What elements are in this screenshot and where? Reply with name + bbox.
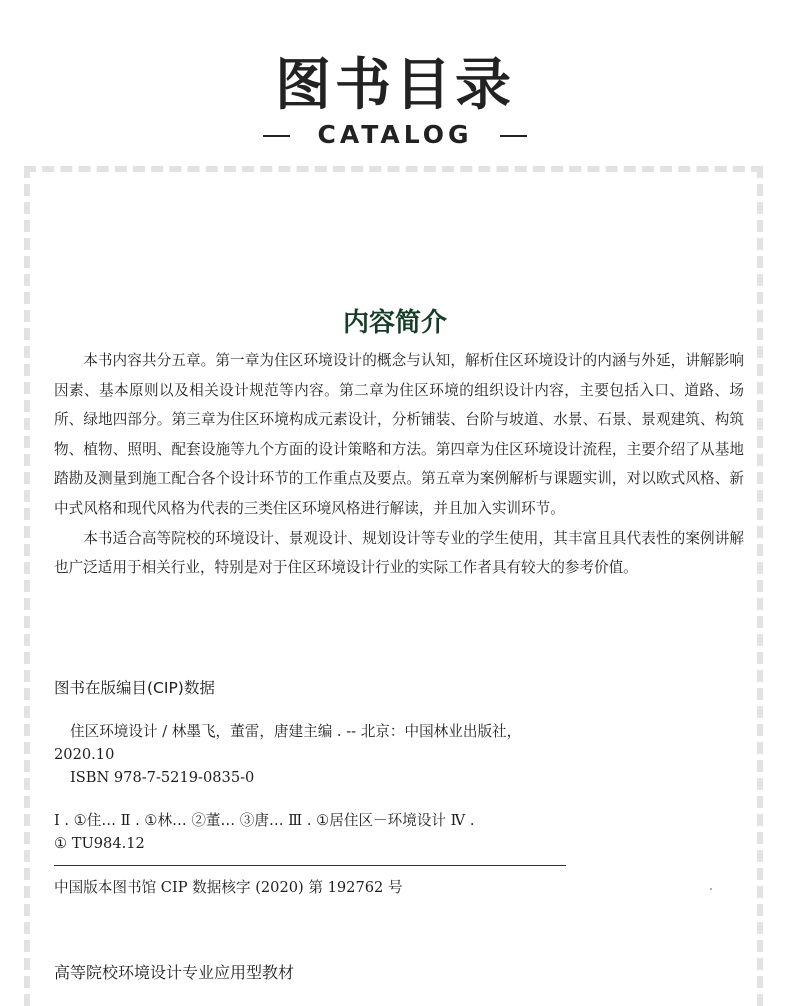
catalog-subtitle-row	[0, 118, 790, 152]
intro-body	[54, 346, 744, 583]
cip-divider	[54, 865, 566, 866]
intro-paragraph: 本书内容共分五章。第一章为住区环境设计的概念与认知，解析住区环境设计的内涵与外延，讲解影响因素、基本原则以及相关设计规范等内容。第二章为住区环境的组织设计内容，主要包括入口、道路、场所、绿地四部分。第三章为住区环境构成元素设计，分析铺装、台阶与坡道、水景、石景、景观建筑、构筑物、植物、照明、配套设施等九个方面的设计策略和方法。第四章为住区环境设计流程，主要介绍了从基地踏勘及测量到施工配合各个设计环节的工作重点及要点。第五章为案例解析与课题实训，对以欧式风格、新中式风格和现代风格为代表的三类住区环境风格进行解读，并且加入实训环节。	[54, 352, 744, 517]
scan-speck	[710, 888, 712, 890]
subtitle-dash-left	[263, 135, 290, 137]
intro-paragraph: 本书适合高等院校的环境设计、景观设计、规划设计等专业的学生使用，其丰富且具代表性的案例讲解也广泛适用于相关行业，特别是对于住区环境设计行业的实际工作者具有较大的参考价值。	[54, 529, 744, 577]
cip-classification-code: ① TU984.12	[54, 835, 145, 852]
catalog-subtitle: CATALOG	[317, 120, 473, 149]
cip-classification: Ⅰ . ①住… Ⅱ . ①林… ②董… ③唐… Ⅲ . ①居住区－环境设计 Ⅳ .	[54, 812, 475, 829]
cip-spacer	[54, 789, 614, 809]
cip-record-line: 住区环境设计 / 林墨飞，董雷，唐建主编 . -- 北京：中国林业出版社，	[70, 723, 522, 740]
cip-isbn: ISBN 978-7-5219-0835-0	[70, 769, 255, 786]
subtitle-dash-right	[500, 135, 527, 137]
catalog-header	[0, 0, 790, 165]
series-title: 高等院校环境设计专业应用型教材	[54, 963, 295, 982]
catalog-title: 图书目录	[275, 53, 515, 118]
cip-record	[54, 720, 614, 855]
cip-number: 中国版本图书馆 CIP 数据核字 (2020) 第 192762 号	[54, 879, 403, 896]
intro-heading: 内容简介	[342, 308, 447, 338]
cip-record-date: 2020.10	[54, 746, 115, 763]
cip-heading: 图书在版编目(CIP)数据	[54, 679, 215, 697]
